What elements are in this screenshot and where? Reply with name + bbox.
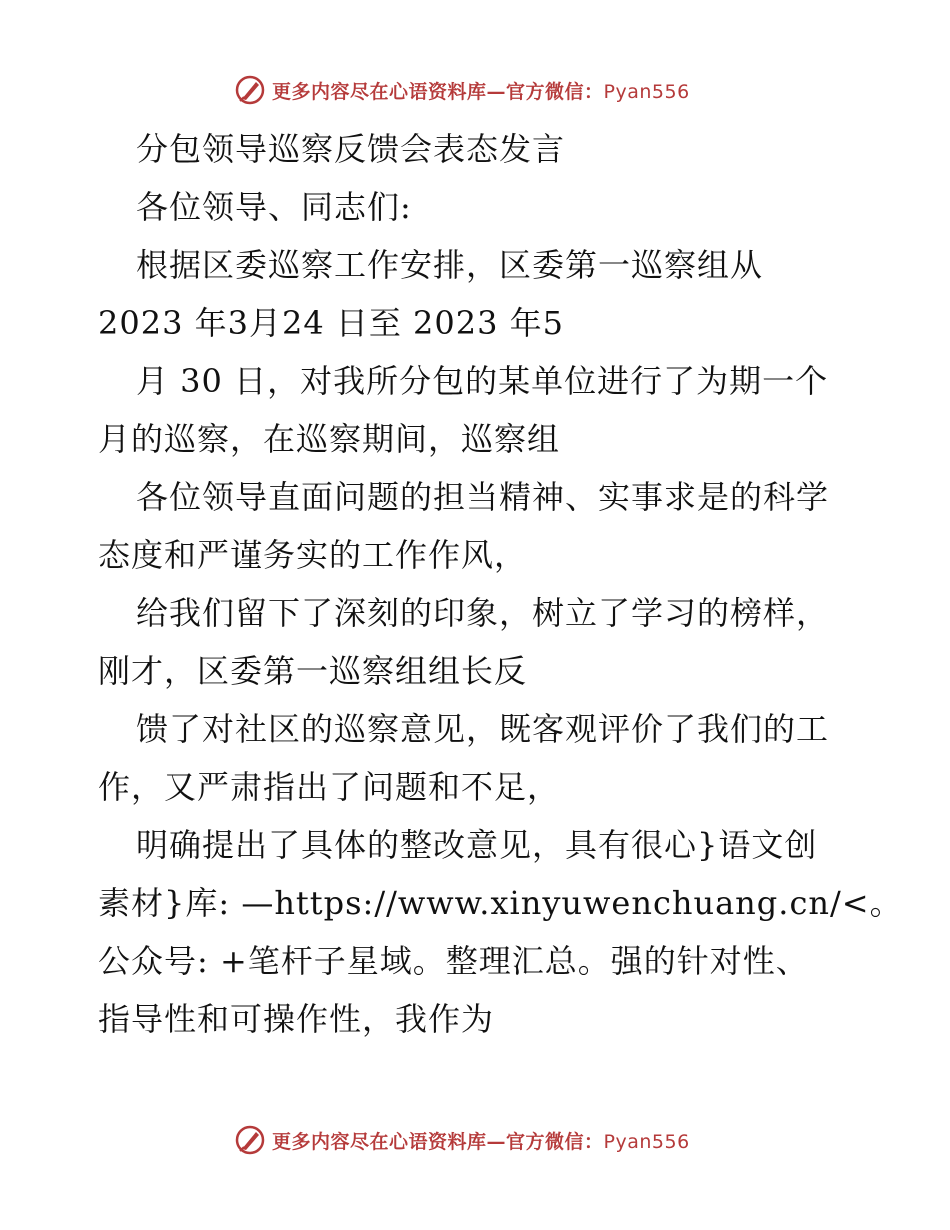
body-line: 给我们留下了深刻的印象，树立了学习的榜样，	[136, 594, 830, 632]
document-body	[98, 120, 903, 1048]
body-line: 态度和严谨务实的工作作风，	[98, 536, 528, 574]
footer-watermark-banner	[234, 1122, 690, 1158]
header-watermark-banner	[234, 72, 690, 108]
quill-pen-logo-icon	[234, 74, 266, 106]
watermark-text: 更多内容尽在心语资料库—官方微信：Pyan556	[272, 80, 690, 103]
body-line: 月的巡察，在巡察期间，巡察组	[98, 420, 561, 458]
body-line: 2023 年3月24 日至 2023 年5	[98, 304, 565, 342]
body-line: 刚才，区委第一巡察组组长反	[98, 652, 528, 690]
salutation: 各位领导、同志们:	[136, 188, 412, 226]
watermark-text: 更多内容尽在心语资料库—官方微信：Pyan556	[272, 1130, 690, 1153]
body-line: 素材}库: —https://www.xinyuwenchuang.cn/<。	[98, 884, 903, 922]
body-line: 指导性和可操作性，我作为	[98, 1000, 495, 1038]
body-line: 根据区委巡察工作安排，区委第一巡察组从	[136, 246, 764, 284]
body-line: 各位领导直面问题的担当精神、实事求是的科学	[136, 478, 830, 516]
body-line: 馈了对社区的巡察意见，既客观评价了我们的工	[136, 710, 830, 748]
body-line: 公众号: +笔杆子星域。整理汇总。强的针对性、	[98, 942, 809, 980]
document-title: 分包领导巡察反馈会表态发言	[136, 130, 566, 168]
body-line: 月 30 日，对我所分包的某单位进行了为期一个	[136, 362, 829, 400]
quill-pen-logo-icon	[234, 1124, 266, 1156]
body-line: 明确提出了具体的整改意见，具有很心}语文创	[136, 826, 818, 864]
body-line: 作，又严肃指出了问题和不足，	[98, 768, 561, 806]
